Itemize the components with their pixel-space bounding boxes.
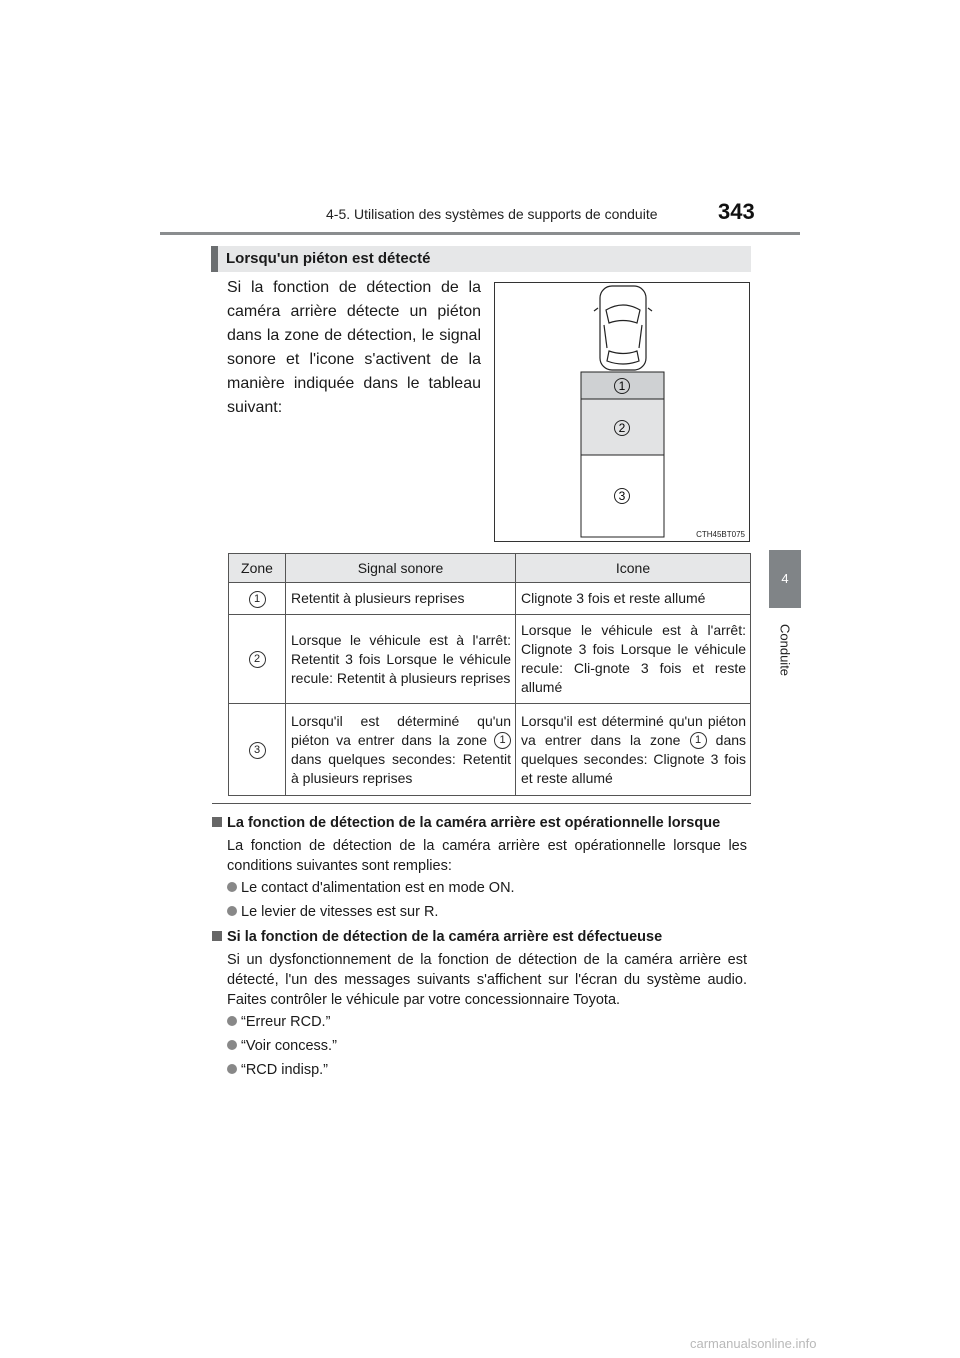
subheading-operational: La fonction de détection de la caméra arrière est opérationnelle lorsque: [212, 815, 720, 831]
header-rule: [160, 232, 800, 235]
signal-text: Lorsqu'il est déterminé qu'un piéton va entrer dans la zone: [291, 712, 511, 748]
list-item: Le contact d'alimentation est en mode ON.: [227, 880, 515, 896]
zone-number: 1: [249, 591, 266, 608]
icon-text: Lorsqu'il est déterminé qu'un piéton va entrer dans la zone: [521, 712, 746, 748]
icon-cell: Lorsque le véhicule est à l'arrêt: Clignote 3 fois Lorsque le véhicule recule: Cli-gnote 3 fois et reste allumé: [516, 615, 751, 704]
chapter-label: Conduite: [777, 623, 793, 677]
table-header-row: [229, 554, 751, 583]
icon-text: dans quelques secondes: Clignote 3 fois et reste allumé: [521, 731, 747, 786]
square-bullet-icon: [212, 931, 222, 941]
table-end-rule: [212, 803, 751, 804]
zone-ref: 1: [494, 732, 511, 749]
subheading-defective: Si la fonction de détection de la caméra arrière est défectueuse: [212, 929, 662, 945]
signal-text: dans quelques secondes: Retentit à plusieurs reprises: [291, 750, 511, 786]
signal-cell: Retentit à plusieurs reprises: [286, 583, 516, 615]
table-row: [229, 615, 751, 704]
detection-zone-figure: [494, 282, 750, 542]
section-title: Lorsqu'un piéton est détecté: [211, 246, 751, 272]
col-signal: Signal sonore: [286, 554, 516, 583]
list-item: “RCD indisp.”: [227, 1062, 328, 1078]
detection-zone-diagram: [495, 283, 749, 541]
zone-number: 3: [249, 742, 266, 759]
car-icon: [594, 286, 652, 370]
bullet-icon: [227, 906, 237, 916]
square-bullet-icon: [212, 817, 222, 827]
intro-paragraph: Si la fonction de détection de la caméra arrière détecte un piéton dans la zone de détection, le signal sonore et l'icone s'activent de la manière indiquée dans le tableau suivant:: [227, 279, 481, 416]
svg-text:2: 2: [618, 421, 626, 435]
svg-text:3: 3: [618, 489, 626, 503]
bullet-icon: [227, 882, 237, 892]
bullet-icon: [227, 1040, 237, 1050]
list-item: “Erreur RCD.”: [227, 1014, 330, 1030]
icon-cell: [516, 704, 751, 796]
figure-code: CTH45BT075: [696, 530, 745, 539]
signal-cell: [286, 704, 516, 796]
table-row: [229, 704, 751, 796]
signal-cell: Lorsque le véhicule est à l'arrêt: Retentit 3 fois Lorsque le véhicule recule: Retentit à plusieurs reprises: [286, 615, 516, 704]
col-icon: Icone: [516, 554, 751, 583]
zone-cell: [229, 704, 286, 796]
running-header: 4-5. Utilisation des systèmes de supports de conduite: [326, 206, 658, 222]
col-zone: Zone: [229, 554, 286, 583]
zone-cell: [229, 615, 286, 704]
bullet-icon: [227, 1016, 237, 1026]
list-item: Le levier de vitesses est sur R.: [227, 904, 438, 920]
page-number: 343: [718, 199, 755, 224]
zone-cell: [229, 583, 286, 615]
chapter-tab: 4: [769, 550, 801, 608]
watermark: carmanualsonline.info: [690, 1336, 817, 1351]
bullet-icon: [227, 1064, 237, 1074]
zone-ref: 1: [690, 732, 707, 749]
zone-table: [228, 553, 751, 796]
icon-cell: Clignote 3 fois et reste allumé: [516, 583, 751, 615]
list-item: “Voir concess.”: [227, 1038, 337, 1054]
paragraph-defective: Si un dysfonctionnement de la fonction de détection de la caméra arrière est détecté, l'un des messages suivants s'affichent sur l'écran du système audio. Faites contrôler le véhicule par votre concessionnaire Toyota.: [227, 952, 747, 1008]
svg-text:1: 1: [618, 379, 626, 393]
zone-number: 2: [249, 651, 266, 668]
paragraph-operational: La fonction de détection de la caméra arrière est opérationnelle lorsque les conditions suivantes sont remplies:: [227, 838, 747, 874]
table-row: [229, 583, 751, 615]
